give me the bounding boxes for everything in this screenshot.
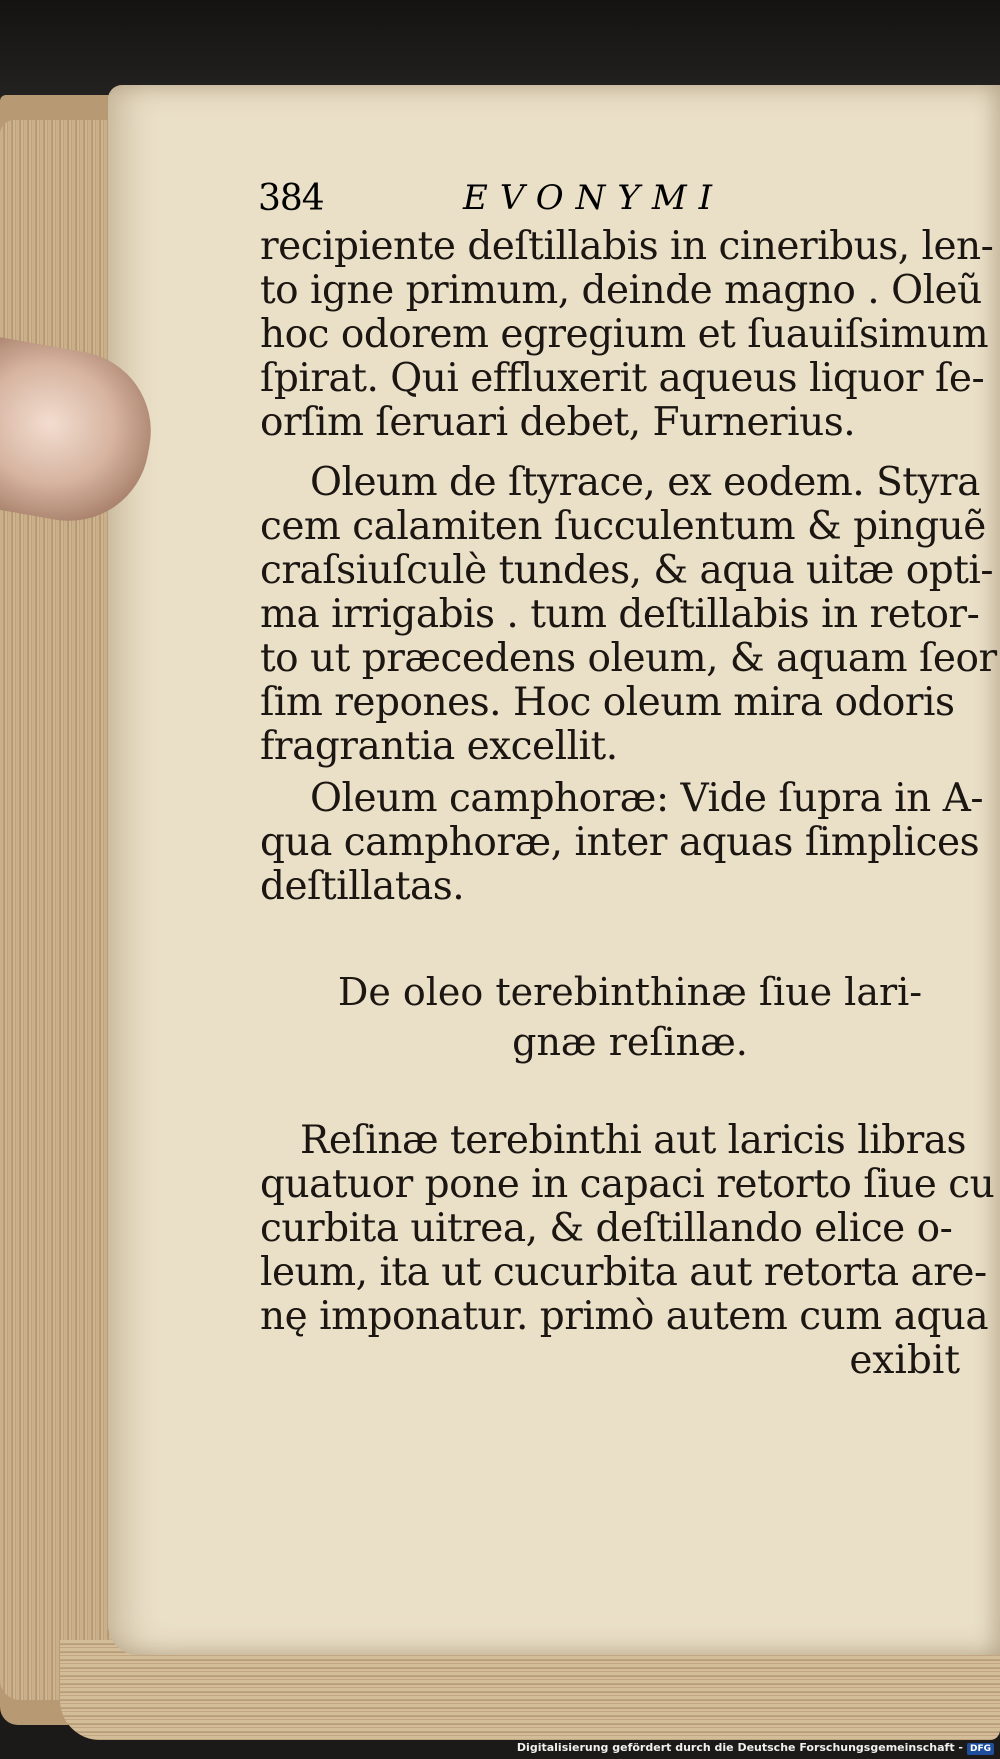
text-line: craſsiuſculè tundes, & aqua uitæ opti- (260, 548, 994, 593)
catchword: exibit (849, 1338, 960, 1383)
section-heading (260, 967, 960, 1067)
text-line: ſim repones. Hoc oleum mira odoris (260, 680, 955, 725)
text-line: to ut præcedens oleum, & aquam ſeor (260, 636, 997, 681)
page-number: 384 (258, 178, 324, 219)
text-line: deſtillatas. (260, 864, 465, 909)
text-line: ſpirat. Qui effluxerit aqueus liquor ſe- (260, 356, 985, 401)
text-line: quatuor pone in capaci retorto ſiue cu (260, 1162, 995, 1207)
paragraph-4 (260, 1118, 995, 1383)
running-head: EVONYMI (463, 178, 725, 218)
text-line: Reſinæ terebinthi aut laricis libras (300, 1118, 967, 1163)
heading-line: gnæ reſinæ. (512, 1020, 748, 1064)
text-line: fragrantia excellit. (260, 724, 618, 769)
paragraph-2 (260, 460, 997, 769)
text-line: ma irrigabis . tum deſtillabis in retor- (260, 592, 980, 637)
text-line: recipiente deſtillabis in cineribus, len- (260, 224, 994, 269)
page-text (260, 224, 997, 1383)
text-line: leum, ita ut cucurbita aut retorta are- (260, 1250, 987, 1295)
text-line: hoc odorem egregium et ſuauiſsimum (260, 312, 989, 357)
page-edges-bottom (60, 1640, 1000, 1740)
text-line: cem calamiten ſucculentum & pinguẽ (260, 504, 986, 549)
digitization-credit (517, 1741, 994, 1755)
text-line: qua camphoræ, inter aquas ſimplices (260, 820, 980, 865)
text-line: Oleum de ſtyrace, ex eodem. Styra (310, 460, 980, 505)
text-line: to igne primum, deinde magno . Oleũ (260, 268, 982, 313)
text-line: Oleum camphoræ: Vide ſupra in A- (310, 776, 984, 821)
page-header (258, 178, 958, 222)
text-line: nę imponatur. primò autem cum aqua (260, 1294, 989, 1339)
paragraph-3 (260, 776, 984, 909)
text-line: curbita uitrea, & deſtillando elice o- (260, 1206, 953, 1251)
dfg-logo: DFG (967, 1743, 994, 1755)
heading-line: De oleo terebinthinæ ſiue lari- (337, 970, 923, 1014)
credit-text: Digitalisierung gefördert durch die Deutsche Forschungsgemeinschaft - (516, 1741, 963, 1754)
text-line: orſim ſeruari debet, Furnerius. (260, 400, 856, 445)
paragraph-1 (260, 224, 994, 445)
